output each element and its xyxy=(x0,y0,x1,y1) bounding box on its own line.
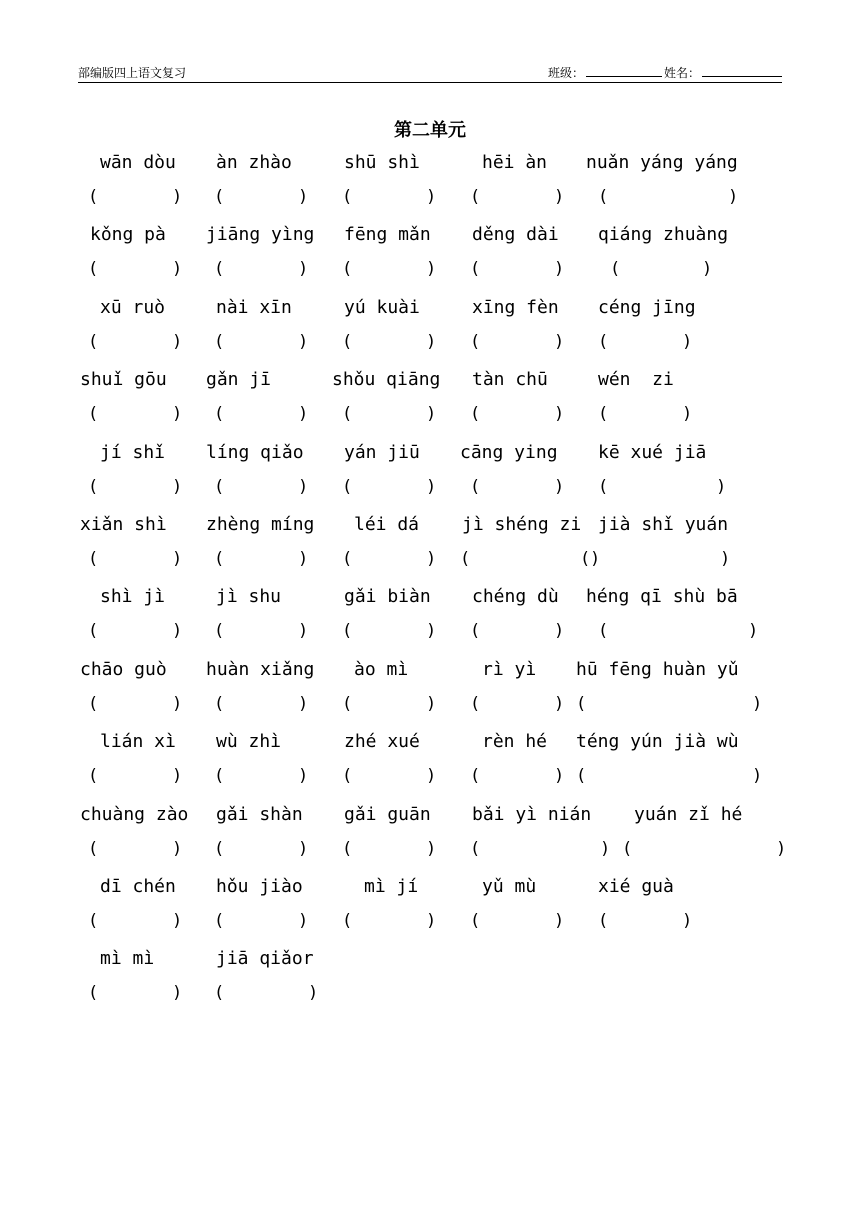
answer-paren-close: ) xyxy=(298,187,309,207)
answer-paren-close: ) xyxy=(172,476,183,497)
pinyin-text: cāng ying xyxy=(460,441,558,463)
pinyin-text: mì mì xyxy=(100,948,155,970)
answer-blank[interactable] xyxy=(592,549,712,569)
answer-blank[interactable] xyxy=(482,766,546,786)
answer-paren-open: ( xyxy=(342,331,353,352)
answer-paren-close: ) xyxy=(716,476,727,497)
pinyin-text: zhé xué xyxy=(344,731,420,753)
answer-paren-open: ( xyxy=(88,911,99,931)
answer-blank[interactable] xyxy=(354,187,418,207)
pinyin-text: tàn chū xyxy=(472,369,548,391)
answer-blank[interactable] xyxy=(482,839,592,859)
answer-blank[interactable] xyxy=(610,621,740,641)
pinyin-text: gǎn jī xyxy=(206,369,272,391)
word-row xyxy=(0,224,860,296)
pinyin-text: jì shu xyxy=(216,586,282,608)
answer-paren-close: ) xyxy=(554,331,565,352)
page-header xyxy=(78,62,782,83)
answer-blank[interactable] xyxy=(354,621,418,641)
answer-paren-close: ) xyxy=(554,259,565,280)
answer-blank[interactable] xyxy=(354,404,418,424)
answer-blank[interactable] xyxy=(588,766,744,786)
answer-paren-open: ( xyxy=(88,404,99,425)
word-row xyxy=(0,948,860,1020)
answer-paren-open: ( xyxy=(470,766,481,787)
pinyin-text: àn zhào xyxy=(216,152,292,173)
answer-blank[interactable] xyxy=(226,621,290,641)
answer-paren-close: ) xyxy=(682,911,693,931)
answer-blank[interactable] xyxy=(100,621,164,641)
answer-paren-close: ) xyxy=(590,549,601,569)
answer-blank[interactable] xyxy=(354,766,418,786)
answer-paren-close: ) xyxy=(308,983,319,1004)
pinyin-text: jià shǐ yuán xyxy=(598,514,729,535)
answer-blank[interactable] xyxy=(100,477,164,497)
pinyin-text: fēng mǎn xyxy=(344,224,431,246)
answer-paren-open: ( xyxy=(214,549,225,569)
pinyin-text: lián xì xyxy=(100,731,176,753)
answer-blank[interactable] xyxy=(226,839,290,859)
answer-paren-close: ) xyxy=(426,838,437,859)
answer-paren-open: ( xyxy=(580,549,591,569)
answer-blank[interactable] xyxy=(226,332,290,352)
pinyin-text: céng jīng xyxy=(598,296,696,318)
pinyin-text: kǒng pà xyxy=(90,224,166,246)
answer-paren-open: ( xyxy=(88,621,99,642)
answer-paren-open: ( xyxy=(88,476,99,497)
pinyin-text: bǎi yì nián xyxy=(472,803,592,825)
answer-paren-open: ( xyxy=(342,911,353,931)
answer-blank[interactable] xyxy=(226,983,300,1003)
answer-paren-close: ) xyxy=(554,693,565,714)
answer-blank[interactable] xyxy=(482,694,546,714)
answer-blank[interactable] xyxy=(226,404,290,424)
answer-paren-open: ( xyxy=(598,187,609,207)
unit-title: 第二单元 xyxy=(394,120,466,141)
pinyin-text: jiā qiǎor xyxy=(216,948,314,970)
answer-paren-open: ( xyxy=(610,259,621,280)
answer-blank[interactable] xyxy=(482,187,546,207)
answer-blank[interactable] xyxy=(610,187,720,207)
pinyin-text: jí shǐ xyxy=(100,441,166,463)
pinyin-text: xīng fèn xyxy=(472,296,559,318)
answer-paren-open: ( xyxy=(470,259,481,280)
answer-paren-open: ( xyxy=(342,404,353,425)
word-row xyxy=(0,731,860,803)
answer-paren-close: ) xyxy=(554,404,565,425)
pinyin-text: wù zhì xyxy=(216,731,282,753)
answer-paren-close: ) xyxy=(426,621,437,642)
answer-blank[interactable] xyxy=(354,549,418,569)
answer-paren-open: ( xyxy=(342,621,353,642)
pinyin-text: hēi àn xyxy=(482,152,548,173)
answer-blank[interactable] xyxy=(100,404,164,424)
answer-blank[interactable] xyxy=(354,259,418,279)
answer-paren-close: ) xyxy=(172,259,183,280)
pinyin-text: hū fēng huàn yǔ xyxy=(576,658,739,680)
pinyin-text: rì yì xyxy=(482,658,537,680)
answer-paren-open: ( xyxy=(576,766,587,787)
answer-paren-close: ) xyxy=(426,404,437,425)
answer-paren-open: ( xyxy=(342,838,353,859)
word-row xyxy=(0,876,860,948)
answer-blank[interactable] xyxy=(226,766,290,786)
answer-paren-open: ( xyxy=(470,911,481,931)
answer-paren-close: ) xyxy=(554,476,565,497)
pinyin-text: léi dá xyxy=(354,514,420,535)
answer-paren-open: ( xyxy=(342,259,353,280)
answer-paren-open: ( xyxy=(470,476,481,497)
answer-blank[interactable] xyxy=(354,694,418,714)
word-row xyxy=(0,586,860,658)
pinyin-text: mì jí xyxy=(364,876,419,897)
answer-paren-open: ( xyxy=(470,621,481,642)
pinyin-text: xū ruò xyxy=(100,296,166,318)
answer-paren-close: ) xyxy=(554,621,565,642)
answer-blank[interactable] xyxy=(100,911,164,931)
answer-paren-open: ( xyxy=(88,187,99,207)
answer-blank[interactable] xyxy=(354,839,418,859)
answer-paren-close: ) xyxy=(298,331,309,352)
answer-paren-close: ) xyxy=(172,404,183,425)
answer-paren-close: ) xyxy=(600,838,611,859)
answer-paren-open: ( xyxy=(88,766,99,787)
pinyin-text: xiǎn shì xyxy=(80,514,167,535)
pinyin-text: nài xīn xyxy=(216,296,292,318)
answer-paren-open: ( xyxy=(342,549,353,569)
pinyin-text: líng qiǎo xyxy=(206,441,304,463)
pinyin-text: wān dòu xyxy=(100,152,176,173)
pinyin-text: yú kuài xyxy=(344,296,420,318)
answer-blank[interactable] xyxy=(622,259,694,279)
answer-paren-close: ) xyxy=(298,476,309,497)
answer-blank[interactable] xyxy=(482,332,546,352)
answer-paren-open: ( xyxy=(214,983,225,1004)
answer-paren-close: ) xyxy=(426,187,437,207)
answer-paren-open: ( xyxy=(88,983,99,1004)
pinyin-text: wén zi xyxy=(598,369,674,391)
answer-blank[interactable] xyxy=(226,259,290,279)
answer-paren-close: ) xyxy=(426,911,437,931)
answer-blank[interactable] xyxy=(226,187,290,207)
answer-blank[interactable] xyxy=(100,187,164,207)
answer-paren-close: ) xyxy=(172,331,183,352)
answer-blank[interactable] xyxy=(472,549,582,569)
answer-blank[interactable] xyxy=(482,404,546,424)
answer-blank[interactable] xyxy=(354,332,418,352)
answer-paren-close: ) xyxy=(426,549,437,569)
pinyin-text: shū shì xyxy=(344,152,420,173)
answer-paren-close: ) xyxy=(748,621,759,642)
answer-paren-open: ( xyxy=(622,838,633,859)
pinyin-text: chéng dù xyxy=(472,586,559,608)
answer-blank[interactable] xyxy=(226,911,290,931)
answer-blank[interactable] xyxy=(226,477,290,497)
answer-paren-close: ) xyxy=(554,187,565,207)
answer-paren-open: ( xyxy=(470,838,481,859)
answer-blank[interactable] xyxy=(226,694,290,714)
worksheet-subject: 部编版四上语文复习 xyxy=(78,66,187,80)
word-row xyxy=(0,297,860,369)
answer-paren-open: ( xyxy=(214,476,225,497)
pinyin-text: yán jiū xyxy=(344,441,420,463)
pinyin-text: kē xué jiā xyxy=(598,441,707,463)
pinyin-text: gǎi shàn xyxy=(216,803,303,825)
class-label: 班级： xyxy=(547,66,584,80)
answer-paren-close: ) xyxy=(682,404,693,425)
answer-blank[interactable] xyxy=(610,477,708,497)
answer-paren-close: ) xyxy=(298,766,309,787)
answer-paren-open: ( xyxy=(342,693,353,714)
answer-paren-close: ) xyxy=(298,549,309,569)
answer-paren-open: ( xyxy=(460,549,471,569)
pinyin-text: zhèng míng xyxy=(206,514,315,535)
pinyin-text: shì jì xyxy=(100,586,166,608)
answer-blank[interactable] xyxy=(100,983,164,1003)
answer-blank[interactable] xyxy=(482,911,546,931)
pinyin-text: jì shéng zi xyxy=(462,514,582,535)
answer-paren-close: ) xyxy=(752,766,763,787)
word-row xyxy=(0,514,860,586)
answer-paren-close: ) xyxy=(554,911,565,931)
pinyin-text: téng yún jià wù xyxy=(576,731,739,753)
answer-paren-close: ) xyxy=(172,549,183,569)
answer-paren-open: ( xyxy=(598,476,609,497)
answer-paren-close: ) xyxy=(172,911,183,931)
answer-paren-close: ) xyxy=(720,549,731,569)
pinyin-text: gǎi guān xyxy=(344,803,431,825)
pinyin-text: xié guà xyxy=(598,876,674,897)
pinyin-text: chāo guò xyxy=(80,658,167,680)
name-blank[interactable] xyxy=(702,64,782,77)
answer-paren-close: ) xyxy=(298,404,309,425)
pinyin-text: děng dài xyxy=(472,224,559,246)
pinyin-text: gǎi biàn xyxy=(344,586,431,608)
answer-paren-open: ( xyxy=(88,693,99,714)
answer-paren-open: ( xyxy=(342,766,353,787)
answer-paren-open: ( xyxy=(598,621,609,642)
answer-paren-close: ) xyxy=(172,187,183,207)
answer-paren-open: ( xyxy=(470,187,481,207)
answer-blank[interactable] xyxy=(100,332,164,352)
answer-paren-open: ( xyxy=(598,331,609,352)
answer-paren-close: ) xyxy=(298,259,309,280)
answer-paren-open: ( xyxy=(342,187,353,207)
answer-blank[interactable] xyxy=(610,332,674,352)
answer-paren-close: ) xyxy=(426,766,437,787)
answer-blank[interactable] xyxy=(354,911,418,931)
word-row xyxy=(0,659,860,731)
answer-blank[interactable] xyxy=(100,766,164,786)
answer-paren-open: ( xyxy=(470,693,481,714)
pinyin-text: chuàng zào xyxy=(80,803,189,825)
answer-paren-open: ( xyxy=(214,187,225,207)
pinyin-text: qiáng zhuàng xyxy=(598,224,729,246)
answer-paren-open: ( xyxy=(470,404,481,425)
pinyin-text: dī chén xyxy=(100,876,176,897)
answer-paren-close: ) xyxy=(298,693,309,714)
answer-blank[interactable] xyxy=(100,694,164,714)
answer-paren-open: ( xyxy=(598,911,609,931)
answer-paren-close: ) xyxy=(172,766,183,787)
answer-paren-close: ) xyxy=(298,621,309,642)
answer-blank[interactable] xyxy=(482,477,546,497)
answer-paren-close: ) xyxy=(172,693,183,714)
answer-paren-open: ( xyxy=(576,693,587,714)
pinyin-text: ào mì xyxy=(354,658,409,680)
word-row xyxy=(0,804,860,876)
answer-paren-open: ( xyxy=(88,549,99,569)
pinyin-text: nuǎn yáng yáng xyxy=(586,152,738,173)
answer-paren-open: ( xyxy=(88,259,99,280)
answer-paren-open: ( xyxy=(470,331,481,352)
answer-paren-open: ( xyxy=(214,259,225,280)
answer-paren-close: ) xyxy=(776,838,787,859)
answer-paren-close: ) xyxy=(172,838,183,859)
pinyin-text: héng qī shù bā xyxy=(586,586,738,608)
answer-blank[interactable] xyxy=(100,549,164,569)
answer-paren-open: ( xyxy=(214,911,225,931)
answer-paren-close: ) xyxy=(728,187,739,207)
answer-paren-open: ( xyxy=(214,766,225,787)
answer-paren-close: ) xyxy=(752,693,763,714)
answer-paren-open: ( xyxy=(88,838,99,859)
pinyin-text: shǒu qiāng xyxy=(332,369,441,391)
answer-paren-open: ( xyxy=(214,838,225,859)
answer-blank[interactable] xyxy=(482,621,546,641)
answer-blank[interactable] xyxy=(588,694,744,714)
answer-paren-open: ( xyxy=(88,331,99,352)
pinyin-text: yuán zǐ hé xyxy=(634,803,743,825)
answer-paren-open: ( xyxy=(598,404,609,425)
answer-paren-close: ) xyxy=(172,983,183,1004)
answer-blank[interactable] xyxy=(100,259,164,279)
answer-paren-open: ( xyxy=(214,693,225,714)
student-info xyxy=(548,64,782,81)
word-row xyxy=(0,152,860,224)
answer-blank[interactable] xyxy=(226,549,290,569)
answer-paren-close: ) xyxy=(426,331,437,352)
answer-paren-close: ) xyxy=(426,259,437,280)
word-row xyxy=(0,369,860,441)
answer-paren-close: ) xyxy=(298,911,309,931)
name-label: 姓名： xyxy=(663,66,700,80)
answer-paren-close: ) xyxy=(426,476,437,497)
answer-blank[interactable] xyxy=(634,839,768,859)
answer-blank[interactable] xyxy=(354,477,418,497)
answer-paren-close: ) xyxy=(298,838,309,859)
answer-paren-close: ) xyxy=(702,259,713,280)
answer-paren-close: ) xyxy=(682,331,693,352)
answer-paren-close: ) xyxy=(172,621,183,642)
class-blank[interactable] xyxy=(586,64,662,77)
pinyin-text: yǔ mù xyxy=(482,876,537,897)
answer-paren-open: ( xyxy=(214,404,225,425)
pinyin-text: rèn hé xyxy=(482,731,548,753)
pinyin-text: huàn xiǎng xyxy=(206,658,315,680)
pinyin-text: jiāng yìng xyxy=(206,224,315,246)
answer-paren-close: ) xyxy=(554,766,565,787)
answer-blank[interactable] xyxy=(610,404,674,424)
word-row xyxy=(0,442,860,514)
answer-blank[interactable] xyxy=(100,839,164,859)
answer-blank[interactable] xyxy=(610,911,674,931)
answer-paren-open: ( xyxy=(342,476,353,497)
pinyin-text: hǒu jiào xyxy=(216,876,303,897)
answer-paren-open: ( xyxy=(214,331,225,352)
answer-paren-close: ) xyxy=(426,693,437,714)
answer-blank[interactable] xyxy=(482,259,546,279)
pinyin-text: shuǐ gōu xyxy=(80,369,167,391)
answer-paren-open: ( xyxy=(214,621,225,642)
